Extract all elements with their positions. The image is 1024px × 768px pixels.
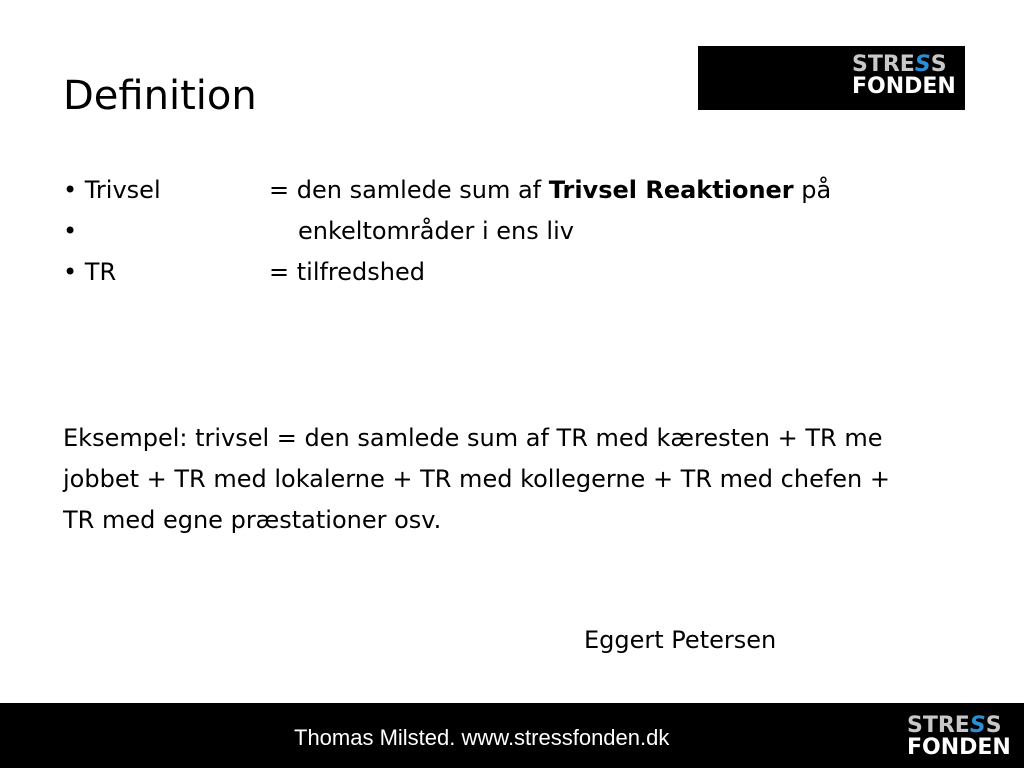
example-line: Eksempel: trivsel = den samlede sum af TR med kæresten + TR me [63,424,883,452]
bullet-marker: • [63,217,78,245]
bullet-marker: • [63,258,78,286]
bullet-marker: • [63,176,78,204]
bullet-definition: = tilfredshed [269,258,425,286]
stressfonden-logo-footer: STRESS FONDEN [905,713,1015,763]
example-line: jobbet + TR med lokalerne + TR med kollegerne + TR med chefen + [63,465,890,493]
bullet-definition: = den samlede sum af Trivsel Reaktioner på [269,176,832,204]
example-paragraph [63,418,963,541]
author-signature: Eggert Petersen [584,626,777,654]
bullet-definition: enkeltområder i ens liv [298,217,574,245]
bullet-term: TR [84,258,117,286]
bullet-term: Trivsel [84,176,161,204]
footer-text: Thomas Milsted. www.stressfonden.dk [294,725,670,750]
stressfonden-logo: STRESS FONDEN [698,46,965,110]
slide-title: Definition [63,73,257,119]
footer-bar [0,703,1024,768]
example-line: TR med egne præstationer osv. [63,506,442,534]
